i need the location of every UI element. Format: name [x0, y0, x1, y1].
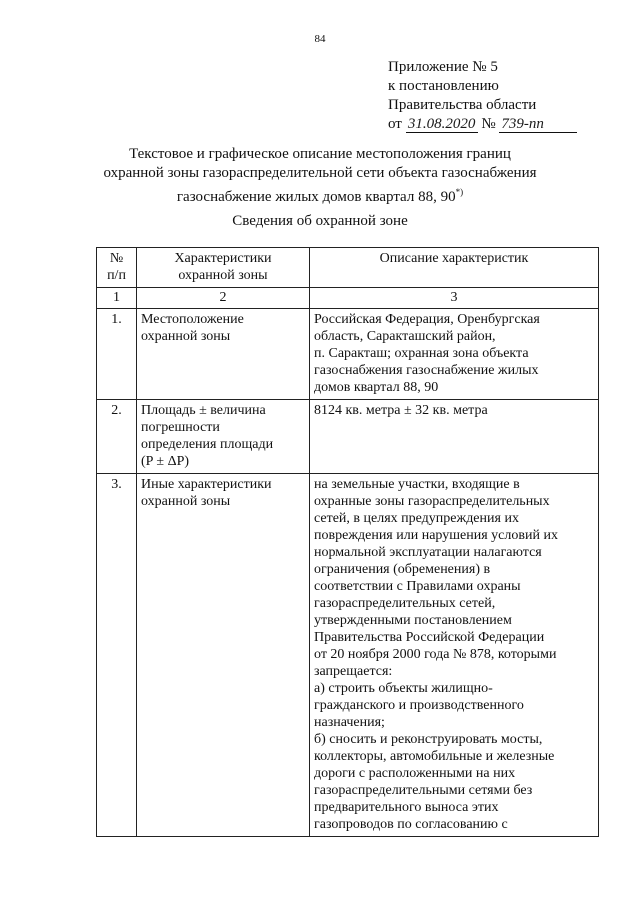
title-line-2: охранной зоны газораспределительной сети объекта газоснабжения — [103, 165, 537, 181]
document-title — [95, 145, 545, 207]
row-characteristic — [137, 400, 310, 474]
characteristic-line: (P ± ΔP) — [141, 454, 190, 469]
description-line: дороги с расположенными на них — [314, 766, 516, 781]
header-characteristics-line-2: охранной зоны — [178, 268, 268, 283]
zone-info-table — [96, 247, 599, 837]
description-line: нормальной эксплуатации налагаются — [314, 545, 542, 560]
number-sign: № — [481, 116, 496, 132]
description-line: запрещается: — [314, 664, 393, 679]
table-row — [97, 309, 599, 400]
description-line: газоснабжения газоснабжение жилых — [314, 363, 539, 378]
row-characteristic — [137, 474, 310, 837]
description-line: газопроводов по согласованию с — [314, 817, 508, 832]
description-line: Российская Федерация, Оренбургская — [314, 312, 540, 327]
row-description — [310, 400, 599, 474]
header-characteristics — [137, 248, 310, 288]
description-line: ограничения (обременения) в — [314, 562, 491, 577]
description-line: домов квартал 88, 90 — [314, 380, 439, 395]
appendix-date-line — [388, 115, 577, 134]
characteristic-line: Местоположение — [141, 312, 244, 327]
description-line: утвержденными постановлением — [314, 613, 512, 628]
row-number: 3. — [97, 474, 137, 837]
description-line: гражданского и производственного — [314, 698, 524, 713]
title-line-1: Текстовое и графическое описание местоположения границ — [129, 146, 511, 162]
header-characteristics-line-1: Характеристики — [174, 251, 272, 266]
index-cell: 3 — [310, 288, 599, 309]
description-line: область, Саракташский район, — [314, 329, 496, 344]
characteristic-line: определения площади — [141, 437, 274, 452]
description-line: б) сносить и реконструировать мосты, — [314, 732, 543, 747]
section-subtitle: Сведения об охранной зоне — [232, 213, 408, 229]
table-index-row — [97, 288, 599, 309]
description-line: газораспределительными сетями без — [314, 783, 533, 798]
header-number-line-1: № — [109, 251, 124, 266]
title-line-3-text: газоснабжение жилых домов квартал 88, 90 — [176, 189, 456, 205]
index-cell: 1 — [97, 288, 137, 309]
row-number: 1. — [97, 309, 137, 400]
from-label: от — [388, 116, 402, 132]
table-header-row — [97, 248, 599, 288]
description-line: сетей, в целях предупреждения их — [314, 511, 519, 526]
description-line: повреждения или нарушения условий их — [314, 528, 558, 543]
footnote-mark: *) — [455, 187, 464, 197]
table-row — [97, 400, 599, 474]
description-line: 8124 кв. метра ± 32 кв. метра — [314, 403, 488, 418]
description-line: Правительства Российской Федерации — [314, 630, 545, 645]
row-description — [310, 309, 599, 400]
row-number: 2. — [97, 400, 137, 474]
appendix-line-3: Правительства области — [388, 97, 537, 113]
description-line: п. Саракташ; охранная зона объекта — [314, 346, 529, 361]
description-line: предварительного выноса этих — [314, 800, 499, 815]
row-characteristic — [137, 309, 310, 400]
appendix-block — [388, 58, 577, 134]
characteristic-line: Площадь ± величина — [141, 403, 266, 418]
description-line: газораспределительных сетей, — [314, 596, 496, 611]
description-line: а) строить объекты жилищно- — [314, 681, 493, 696]
description-line: назначения; — [314, 715, 385, 730]
handwritten-date: 31.08.2020 — [406, 117, 478, 133]
characteristic-line: погрешности — [141, 420, 220, 435]
handwritten-number: 739-пп — [499, 117, 577, 133]
description-line: соответствии с Правилами охраны — [314, 579, 521, 594]
characteristic-line: охранной зоны — [141, 494, 231, 509]
appendix-line-2: к постановлению — [388, 78, 499, 94]
table-row — [97, 474, 599, 837]
description-line: коллекторы, автомобильные и железные — [314, 749, 555, 764]
title-line-3 — [95, 183, 545, 207]
characteristic-line: охранной зоны — [141, 329, 231, 344]
description-line: на земельные участки, входящие в — [314, 477, 520, 492]
description-line: от 20 ноября 2000 года № 878, которыми — [314, 647, 557, 662]
characteristic-line: Иные характеристики — [141, 477, 272, 492]
appendix-line-1: Приложение № 5 — [388, 59, 498, 75]
header-number — [97, 248, 137, 288]
description-line: охранные зоны газораспределительных — [314, 494, 550, 509]
index-cell: 2 — [137, 288, 310, 309]
row-description — [310, 474, 599, 837]
header-description: Описание характеристик — [310, 248, 599, 288]
header-number-line-2: п/п — [107, 268, 126, 283]
page-number: 84 — [314, 33, 326, 45]
